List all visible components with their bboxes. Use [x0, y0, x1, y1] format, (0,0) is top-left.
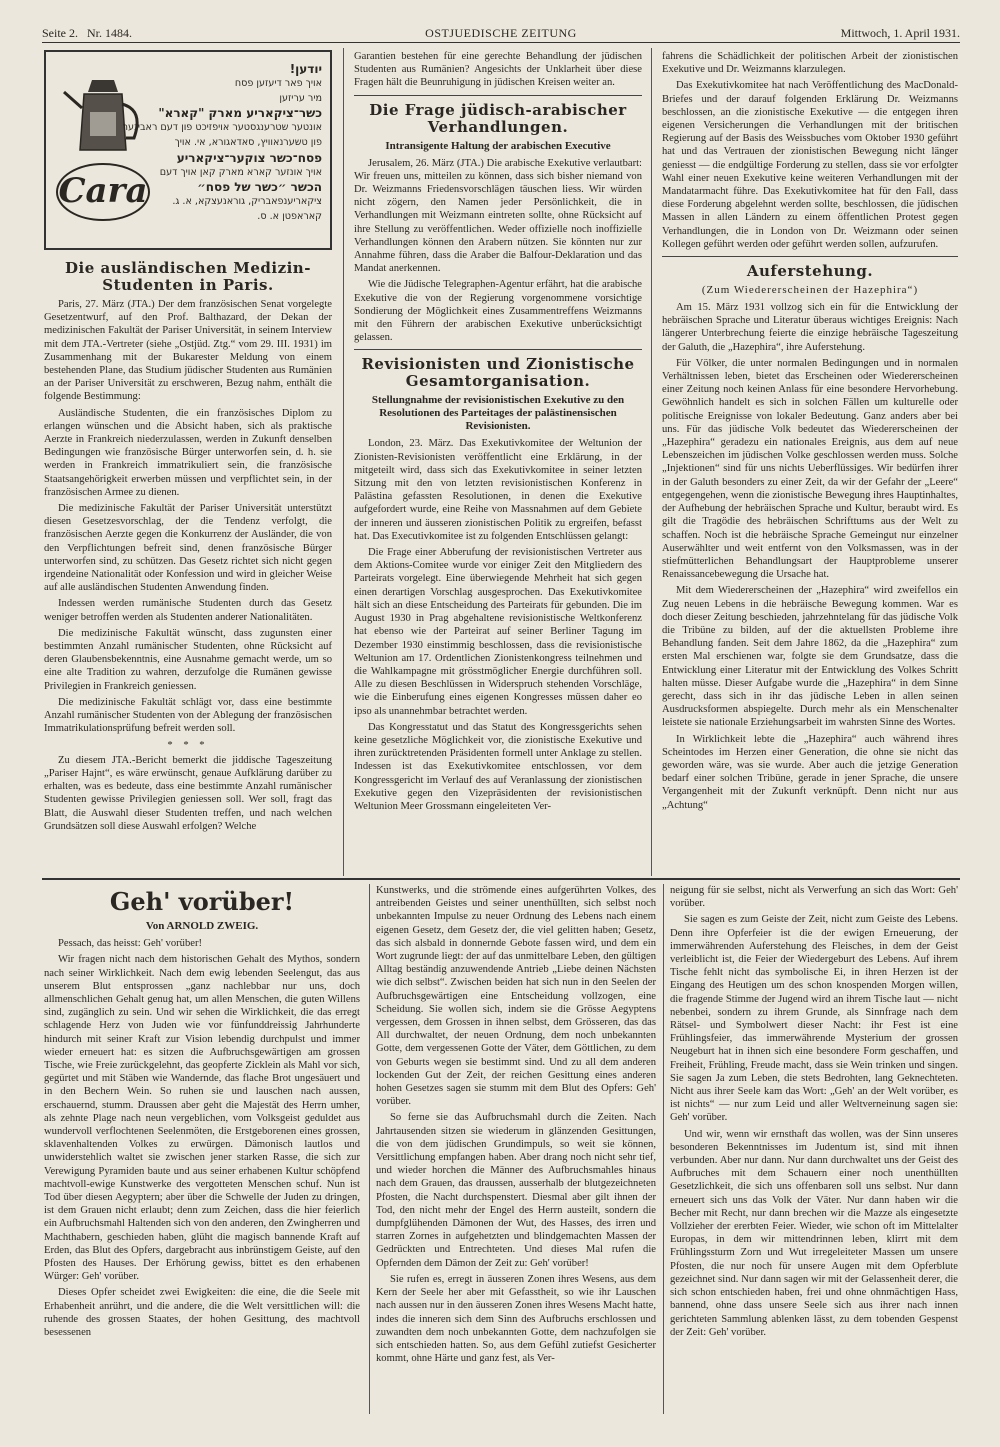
article-paragraph: Indessen werden rumänische Studenten durch das Gesetz weniger betroffen werden als Studenten anderer Nationalitäten.	[44, 598, 332, 623]
article-paragraph: London, 23. März. Das Exekutivkomitee der Weltunion der Zionisten-Revisionisten veröffentlicht eine Erklärung, in der mitgeteilt wird, dass sich das Exekutivkomitee in seiner letzten Sitzung mit den von letzten revisionistischen Konferenz in Palästina gefassten Resolutionen, in denen die Exekutive aufgefordert wurde, eine Reihe von Massnahmen auf dem Gebiete der inneren und äusseren zionistischen Politik zu ergreifen, befasst hat. Das Executivkomitee ist zu folgenden Entschlüssen gelangt:	[354, 438, 642, 542]
section-rule	[42, 878, 960, 880]
ad-line: פסח־כשר צוקער־ציקאריע	[176, 150, 322, 165]
coffee-pot-logo-icon	[54, 62, 152, 240]
cara-advertisement	[44, 50, 332, 250]
article-paragraph: Sie rufen es, erregt in äusseren Zonen ihres Wesens, aus dem Kern der Seele her aber mit Gefasstheit, so wie ihr Lauschen nach aussen nur in den äusseren Zonen ihres Wesens Macht hatte, indes die inneren sich dem Sinn des Aufbruchs erschlossen und zuwandten dem noch unbekannten Gotte, dem nachzufolgen sie sich entschieden hatten. So, aus dem Gefühl zutiefst Gesicherter kommt, ohne Härte und ganz fest, als Ver-	[376, 1273, 656, 1365]
article-paragraph: Pessach, das heisst: Geh' vorüber!	[58, 938, 203, 950]
article-continuation: Garantien bestehen für eine gerechte Behandlung der jüdischen Studenten aus Rumänien? Angesichts der Unklarheit über diese Fragen hält die Beunruhigung in jüdischen Kreisen weiter an.	[354, 51, 642, 89]
ad-line: מיר עריזען	[279, 92, 322, 104]
zweig-column-2	[376, 884, 656, 1414]
feuilleton-title: Geh' vorüber!	[109, 887, 295, 916]
article-paragraph: Am 15. März 1931 vollzog sich ein für die Entwicklung der hebräischen Sprache und Literatur überaus wichtiges Ereignis: Nach längerer Unterbrechung feierte die einzige hebräische Tageszeitung der Galuth, die „Hazephira“, ihre Auferstehung.	[662, 302, 958, 353]
column-rule	[651, 48, 652, 876]
page-label: Seite 2.	[42, 26, 78, 40]
article-continuation: fahrens die Schädlichkeit der politischen Arbeit der zionistischen Exekutive und Dr. Weizmanns klarzulegen.	[662, 51, 958, 76]
section-divider: * * *	[167, 739, 209, 751]
ad-line: קאראפטן א. ס.	[257, 210, 322, 222]
article-paragraph: Für Völker, die unter normalen Bedingungen und in normalen Verhältnissen leben, bietet das Erscheinen oder Wiedererscheinen einer Zeitung noch keinen Anlass für eine besondere Hervorhebung. Gewöhnlich handelt es sich in solchen Fällen um kulturelle oder politische Ereignisse von lokaler Bedeutung. Ganz anders aber bei uns. Für das jüdische Volk bedeutet das Wiedererscheinen der „Hazephira“ geradezu ein nationales Ereignis, aus dem auf neue Lebenszeichen im jüdischen Volke geschlossen werden muss. Solche „Injektionen“ sind für uns nichts Ueberflüssiges. Wir bedürfen ihrer in der Galuth besonders zu einer Zeit, da wir der Gefahr der „Leere“ entgegengehen, wenn die zionistische Bewegung ihres Hauptinhaltes, der Aufhebung der hebräischen Sprache und Kultur, beraubt wird. Es gilt die Tragödie des hebräischen Schrifttums aus der Welt zu schaffen. Noch ist die hebräische Sprache Gemeingut nur einzelner Auserwählter und weit entfernt von den Volksmassen, was in der stiefmütterlichen Behandlungsart der Hauptprobleme unserer Renaissancebewegung die Ursache hat.	[662, 357, 958, 581]
article-title: Die Frage jüdisch-arabischer Verhandlungen.	[369, 100, 627, 136]
ad-line: אויך פאר דיעזען פסח	[234, 77, 322, 89]
ad-line: אונטער שטרענגסטער אויפזיכט פון דעם ראבינער	[122, 122, 322, 134]
article-title: Auferstehung.	[746, 262, 874, 281]
article-subtitle: Stellungnahme der revisionistischen Exekutive zu den Resolutionen des Parteitages der palästinensischen Revisionisten.	[371, 394, 625, 433]
column-middle-top	[354, 50, 642, 874]
ad-line: אויך אונזער קארא מארק קאן אויך דעם	[159, 166, 322, 178]
zweig-column-1	[44, 884, 360, 1414]
article-paragraph: Die medizinische Fakultät wünscht, dass zugunsten einer bestimmten Anzahl rumänischer Studenten, ohne Rücksicht auf deren Glaubensbekenntnis, eine Ausnahme gemacht werde, um so eine alte Tradition zu wahren, derzufolge die Rumänen gewisse Privilegien in Frankreich geniessen.	[44, 627, 332, 692]
feuilleton-author: Von ARNOLD ZWEIG.	[145, 920, 259, 932]
ad-line: יודען!	[289, 62, 322, 76]
article-paragraph: Und wir, wenn wir ernsthaft das wollen, was der Sinn unseres besonderen Bekenntnisses im Judentum ist, sind mit ihnen verbunden. Aber nur dann. Nur dann durchwaltet uns der Geist des Aufbruches mit dem Schauern einer noch unenthüllten Gesetzlichkeit, die sich uns offenbaren soll uns selbst. Nur dann erneuert sich uns das Volk der Väter. Nur dann haben wir die Becher mit Recht, nur dann brechen wir die Mazze als eingesetzte Vollzieher der ererbten Feier. Wieder, wie schon oft im Mittelalter Europas, in dem wir mittendrinnen leben, klirrt mit dem Frühlingssturm Zorn und Wut irregeleiteter Massen um unsere Pfosten, die nur noch für unsere Augen mit dem Opferblute gezeichnet sind. Nur dann sagen wir mit der Gelassenheit derer, die sich schon entschieden haben, frei und ohne ohnmächtigen Hass, bannend, ohne dass unsere Seele sich aus ihrer nach innen gerichteten Sammlung ablenken lässt, zu dem tobenden Gespenst der Zeit: Geh' vorüber.	[670, 1128, 958, 1338]
ad-line: פון טשערנאוויץ, סאדאגורא, אי. אויך	[174, 136, 322, 148]
article-paragraph: Die Frage einer Abberufung der revisionistischen Vertreter aus dem Aktions-Comitee wurde vor einiger Zeit den Mitgliedern des Parteirats vorgelegt. Eine überwiegende Mehrheit hat sich gegen einen derartigen Vorschlag ausgesprochen. Das Exekutivkomitee hält sich an diese Entscheidung des Parteirats für gebunden. Die im August 1930 in Prag abgehaltene revisionistische Weltkonferenz hat ebenso wie der Parteirat auf seiner Berliner Tagung im Dezember 1930 einstimmig beschlossen, dass die revisionistische Weltunion am 17. Ordentlichen Zionistenkongress teilnehmen und die Wahlkampagne mit grösstmöglicher Energie durchführen soll. Alle zu diesen Beschlüssen in Widerspruch stehenden Vorschläge, wie die Einberufung eines eigenen Kongresses müssen daher eo ipso als unannehmbar betrachtet werden.	[354, 547, 642, 717]
article-paris	[44, 254, 332, 874]
divider	[354, 349, 642, 350]
ad-line: הכשר ״כשר של פסח״	[197, 180, 322, 195]
article-subtitle: (Zum Wiedererscheinen der Hazephira“)	[701, 284, 919, 297]
article-paragraph: So ferne sie das Aufbruchsmahl durch die Zeiten. Nach Jahrtausenden sitzen sie wiederum in glänzenden Gesittungen, die von dem jüdischen Grundimpuls, so weit sie können, Versittlichung empfangen haben. Aber drang noch nicht sehr tief, und wieder horchen die Männer des Aufbruchsmahles hinaus nach dem Grauen, das draussen, ausserhalb der blutgezeichneten Pfosten, die Nacht durchspenstert. Diesmal aber gilt ihnen der Tod, den nicht mehr der Engel des Herrn austeilt, sondern die dumpfglühenden Dämonen der Wut, des Hasses, des irren und starren Zornes in aufgehetzten und blindgemachten Massen der Gedrückten und Entrechteten. Und dieses Mal rufen die Opfernden dem Dämon der Zeit zu: Geh' vorüber!	[376, 1112, 656, 1269]
article-title: Revisionisten und Zionistische Gesamtorganisation.	[361, 355, 635, 391]
article-paragraph: Die medizinische Fakultät der Pariser Universität unterstützt diesen Gesetzesvorschlag, der die Tendenz verfolgt, die französischen Aerzte gegen die Konkurrenz der Ausländer, die von den Verpflichtungen befreit sind, denen französische Bürger unterworfen sind, zu schützen. Das Gesetz richtet sich nicht gegen irgendeine Nationalität oder Konfession und wird in gleicher Weise auf alle ausländischen Studenten Anwendung finden.	[44, 503, 332, 594]
column-rule	[343, 48, 344, 876]
ad-line: כשר־ציקאריע מארק "קארא"	[158, 106, 322, 121]
zweig-column-3	[670, 884, 958, 1414]
article-paragraph: Das Kongresstatut und das Statut des Kongressgerichts sehen keine gesetzliche Möglichkeit vor, die zionistische Exekutive und ihren zurücktretenden Präsidenten formell unter Anklage zu stellen. Indessen ist das Exekutivkomitee entschlossen, vor dem Kongressgericht im Verlauf des auf Veranlassung der zionistischen Exekutive gegen den Vizepräsidenten der revisionistischen Weltunion Meer Grossmann eingeleiteten Ver-	[354, 721, 642, 812]
article-paragraph: Zu diesem JTA.-Bericht bemerkt die jiddische Tageszeitung „Pariser Hajnt“, es wäre erwünscht, genaue Aufklärung darüber zu erhalten, was es bedeute, dass eine bestimmte Anzahl rumänischer Studenten gewisse Privilegien geniessen soll. Wer soll, fragt das Blatt, die Auswahl dieser Studenten treffen, und nach welchen Grundsätzen soll diese Auswahl erfolgen? Welche	[44, 754, 332, 832]
article-paragraph: Sie sagen es zum Geiste der Zeit, nicht zum Geiste des Lebens. Denn ihre Opferfeier ist die der ewigen Erneuerung, der immerwährenden Auferstehung des Fleisches, in dem der Geist verleiblicht ist, die Feier der Wiedergeburt des Lebens. Auf ihrem Tische fehlt nicht das symbolische Ei, in ihren Herzen ist der Eingang des Heutigen um des schon knospenden Morgen willen, die fragende Stimme der Jugend wird an ihrem Tische laut — nicht nebenbei, sondern zu ihrem Grunde, als Sinnfrage nach dem Rätsel- und Symbolwert dieser Nacht: ihr Fest ist eine Frühlingsfeier, das immerwährende Mysterium der grossen Neugeburt hat in ihnen sich eine besondere Form geschaffen, und Freiheit, Frühling, Freude macht, dass sie Wein trinken und singen. Sie sagen Ja zum Leben, die stets Bedrohten, lang Geknechteten. Nicht aus ihrer Seele kam das Wort: „Geh' an der Welt vorüber, es ist nichts“ — nur zum Leid und aller Weltverneinung sagen sie: Geh' vorüber.	[670, 914, 958, 1124]
article-paragraph: Das Exekutivkomitee hat nach Veröffentlichung des MacDonald-Briefes und der darauf folgenden Erklärung Dr. Weizmanns beschlossen, an die zionistische Exekutive — die entgegen ihren eigenen Versicherungen die Verhandlungen mit der britischen Regierung auf der Basis des Weissbuches vom Oktober 1930 geführt hat und das Vertrauen der zionistischen Bewegung nicht länger geniesst — die endgültige Forderung zu stellen, dass sie vor erfolgter Wahl einer neuen Exekutive keine weiteren Verhandlungen mit der Mandatarmacht führe. Das Exekutivkomitee hat für den Fall, dass diese Forderung abgelehnt werden sollte, beschlossen, die jüdischen Massen in allen Ländern zu einem öffentlichen Protest gegen Verhandlungen, die in London von Dr. Weizmann oder seinen Kollegen geführt werden oder geführt werden sollen, aufzurufen.	[662, 80, 958, 250]
article-paragraph: Die medizinische Fakultät schlägt vor, dass eine bestimmte Anzahl rumänischer Studenten von der Ablegung der französischen Immatrikulationsprüfung befreit werden soll.	[44, 696, 332, 735]
cara-logo-text: Cara	[58, 171, 148, 211]
article-paragraph: In Wirklichkeit lebte die „Hazephira“ auch während ihres Scheintodes im Herzen einer Generation, die ohne sie nicht das geworden wäre, was sie wurde. Aber auch die jetzige Generation bedarf einer solchen Tribüne, gerade in jener Sprache, die unsere Vergangenheit mit der Zukunft verknüpft. Denn nicht nur aus „Achtung“	[662, 733, 958, 811]
column-rule	[369, 884, 370, 1414]
article-paragraph: Wir fragen nicht nach dem historischen Gehalt des Mythos, sondern nach seiner Wirklichkeit. Nach dem ewig lebenden Seelengut, das aus unserem Blut entsprossen „ganz nachlebbar nur uns, doch allmenschlichen Gehalt genug hat, um allen Menschen, die guten Willens sind, zugänglich zu sein. Und wir sehen die Wirklichkeit, die das erregt schlagende Herz von Juden wie vor fünfunddreissig Jahrhunderte hindurch mit seiner Kraft zur Vision lebendig durchpulst und immer wieder erneuert hat: es sitzen die Aufbruchsgewärtigen am grossen Tische, wie Freie zurückgelehnt, das geopferte Zicklein als Mahl vor sich, gegürtet und mit Stäben wie Wandernde, das flache Brot ungesäuert und in den Bechern Wein. So ruhen sie und lauschen nach aussen, erschauernd, stumm. Draussen aber geht die Majestät des Herrn umher, als zehnte Plage nach neun vergeblichen, vom Volksgeist geduldet aus wundervoll verflochtenen Seelenmöten, die Erstgeborenen eines grossen, sklavenhaltenden Volkes zu erwürgen. Dämonisch lautlos und unwiderstehlich waltet sie zwischen jener starken Rasse, die sich zur Verewigung Pyramiden baute und aus seiner erhabenen Kultur schöpfend machtvoll-ewige Kunstwerke des vergotteten Menschen schuf. Nun ist Tod über diesen Aegyptern; aber über die Schwelle der Juden zu dringen, ist dem Grauen nicht erlaubt; denn zum Zeichen, dass die hier feierlich ein Aufbruchsmahl Haltenden sich von den anderen, den Zwingherren und Machthabern, geschieden haben, glüht die magisch bannende Kraft auf Erden, das Blut des Opfers, dargebracht aus inbrünstigem Geiste, auf den Pfosten des Hauses. Der Erhörung gewiss, bittet es den erhabenen Würger: Geh' vorüber.	[44, 954, 360, 1283]
newspaper-name: OSTJUEDISCHE ZEITUNG	[425, 26, 577, 40]
column-rule	[663, 884, 664, 1414]
article-paragraph: Kunstwerks, und die strömende eines aufgerührten Volkes, des antreibenden Geistes und seiner unenthüllten, sich selbst noch unbekannten Impulse zu neuer Ordnung des Lebens nach einem eigenen Gesetz, dem Gesetz der, die viel gelitten haben; Gesetz, das sich alsbald in donnernde Gebote fassen wird, und dem ein Wort zugrunde liegt: der auf das unmittelbare Leben, den gültigen Alltag beständig anzuwendende Antrieb „Liebe deinen Nächsten wie dich selbst“. Zwischen beiden hat sich nun in den Seelen der Aufbruchsgewärtigen eine Entscheidung vollzogen, eine Scheidung. Sie wollen sich, indem sie die Grösse Aegyptens vergessen, dem Grossen in ihnen selbst, dem Grösseren, das das All durchwaltet, der neuen Ordnung, dem noch unbekannten Gotte, dem vergessenen Gotte der Väter, dem Göttlichen, zu dem von Geburts wegen sie bestimmt sind. Und zu all dem anderen lockenden Gut der Zeit, der reichen Gesittung eines anderen hohen Gesetzes sagen sie stumm mit dem Blut des Opfers: Geh' vorüber.	[376, 885, 656, 1108]
divider	[354, 95, 642, 96]
issue-date: Mittwoch, 1. April 1931.	[840, 26, 960, 40]
article-paragraph: Jerusalem, 26. März (JTA.) Die arabische Exekutive verlautbart: Wir freuen uns, mitteilen zu können, dass sich bisher niemand von Dr. Weizmanns Friedensvorschlägen täuschen liess. Wir würden nicht zögern, den Namen jeder Persönlichkeit, die in Verhandlungen mit Weizmann eintreten sollte, ohne Rücksicht auf ihre Stellung zu veröffentlichen. Weder offizielle noch inoffizielle Verhandlungen können den Arabern nützen. Sie könnten nur zur Annahme führen, dass die Araber die Balfour-Deklaration und das Mandat anerkennen.	[354, 157, 642, 275]
article-paragraph: neigung für sie selbst, nicht als Verwerfung an sich das Wort: Geh' vorüber.	[670, 885, 958, 910]
article-paragraph: Dieses Opfer scheidet zwei Ewigkeiten: die eine, die die Seele mit Erhabenheit anrührt, und die andere, die die Welt versittlichen will: die ruhende des grossen Staates, der hohen Gesittung, des machtvoll besessenen	[44, 1287, 360, 1339]
article-paragraph: Mit dem Wiedererscheinen der „Hazephira“ wird zweifellos ein Zug neuen Lebens in die hebräische Bewegung kommen. War es doch dieser Zeitung beschieden, jahrzehntelang für das jüdische Volk die Tribüne zu bilden, auf der die aktuellsten Probleme ihre Behandlung fanden. Seit dem Jahre 1862, da die „Hazephira“ zum ersten Mal erschienen war, folgte sie dem Grundsatze, dass die Entwicklung einer Literatur mit der Entwicklung des Volkes Schritt halten müsse. Dieser Aufgabe wurde die „Hazephira“ in dem Sinne gerecht, dass sich in ihr das jüdische Leben in allen seinen Ausdrucksformen abspiegelte. Durch mehr als ein Menschenalter leistete sie nationale Erziehungsarbeit im wahrsten Sinne des Wortes.	[662, 585, 958, 729]
ad-hebrew-text	[122, 62, 322, 225]
issue-number: Nr. 1484.	[87, 26, 132, 40]
ad-line: ציקאריענפאבריק, גוראנעצקא, א. ג.	[172, 196, 322, 208]
article-paragraph: Wie die Jüdische Telegraphen-Agentur erfährt, hat die arabische Exekutive die von der Regierung vorgenommene vorsichtige Sondierung der Möglichkeit eines Zusammentreffens Weizmanns mit den Führern der arabischen Exekutive unberücksichtigt gelassen.	[354, 279, 642, 344]
article-paragraph: Ausländische Studenten, die ein französisches Diplom zu erlangen wünschen und die Absicht haben, sich als praktische Aerzte in Frankreich niederzulassen, werden in Zukunft denselben Bedingungen wie französische Bürger unterworfen sein, d. h. sie werden in Frankreich immatrikuliert sein, die französische Staatsangehörigkeit erwerben müssen und verpflichtet sein, in der französischen Armee zu dienen.	[44, 407, 332, 498]
article-paragraph: Paris, 27. März (JTA.) Der dem französischen Senat vorgelegte Gesetzentwurf, auf den Prof. Balthazard, der Dekan der medizinischen Fakultät der Pariser Universität, in seinem Interview mit dem JTA.-Vertreter (siehe „Ostjüd. Ztg.“ vom 29. III. 1931) im Zusammenhang mit der Bukarester Meldung von einem bestehenden Plane, das Studium jüdischer Studenten aus Rumänien an der Pariser Universität zu erschweren, Bezug nahm, enthält die folgende Bestimmung:	[44, 299, 332, 403]
article-subtitle: Intransigente Haltung der arabischen Executive	[385, 139, 611, 152]
divider	[662, 256, 958, 257]
page-header	[42, 22, 960, 43]
article-title: Die ausländischen Medizin-Studenten in Paris.	[65, 259, 311, 294]
column-right-top	[662, 50, 958, 874]
